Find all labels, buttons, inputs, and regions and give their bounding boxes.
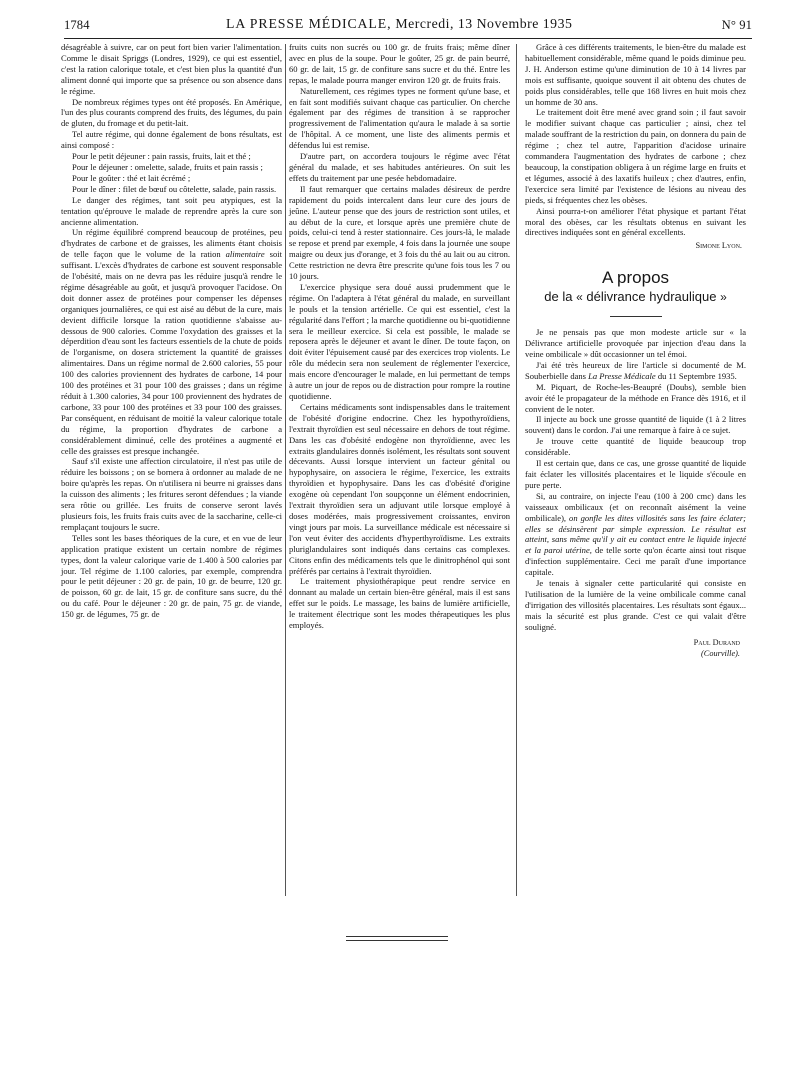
paragraph bbox=[525, 360, 746, 382]
paragraph: Certains médicaments sont indispensables dans le traitement de l'obésité d'origine endocrine. Chez les hypothyroïdiens, l'extrait thyroïdien est seul nécessaire en dehors de tout régime. Dans les cas d'obésité endogène non thyroïdienne, avec les extraits glandulaires donnés isolément, les résultats sont souvent décevants. Aussi lorsque intervient un facteur génital ou hypophysaire, on associera le régime, l'exercice, les extraits thyroïdien et hypophysaire. Dans les cas d'obésité d'origine exogène où cependant l'on soupçonne un élément endocrinien, l'extrait thyroïdien sera un adjuvant utile lorsque employé à doses modérées, mais progressivement croissantes, environ vingt jours par mois. La surveillance médicale est nécessaire si l'on veut éviter des accidents d'hyperthyroïdisme. Les extraits pluriglandulaires sont indiqués dans certains cas complexes. Citons enfin des médicaments tels que le dinitrophénol qui sont préférés par certains à l'extrait thyroïdien. bbox=[289, 401, 510, 576]
text-run: soit suffisant. L'excès d'hydrates de carbone est souvent responsable de l'obésité, mais on ne devra pas les réduire jusqu'à rendre le régime désagréable au goût, et jusqu'à provoquer l'acidose. On doit donner assez de protéines pour compenser les dépenses organiques journalières, ce qui est aisé au début de la cure, mais devient difficile lorsque la ration quotidienne s'abaisse au-dessous de 900 calories. Comme l'oxydation des graisses et la déperdition d'eau sont les facteurs essentiels de la chute de poids de l'organisme, on dosera strictement la quantité de graisses alimentaires. Dans un régime normal de 2.600 calories, 55 pour 100 des calories proviennent des hydrates de carbone, 14 pour 100 des protéines et 31 pour 100 des graisses ; dans un régime réduit à 1.300 calories, 34 pour 100 proviennent des hydrates de carbone, 33 pour 100 des protéines et 33 pour 100 des graisses. Par conséquent, en réduisant de moitié la valeur calorique totale du régime, la proportion d'hydrates de carbone a considérablement diminué, celle des protéines a augmenté et celle des graisses est presque inchangée. bbox=[61, 249, 282, 456]
column-right bbox=[525, 42, 746, 659]
text-run: , de telle sorte qu'on écarte ainsi tout risque d'infection supplémentaire. Ceci me paraît d'une importance capitale. bbox=[525, 545, 746, 578]
column-left bbox=[61, 42, 282, 620]
paragraph: L'exercice physique sera doué aussi prudemment que le régime. On l'adaptera à l'état général du malade, en surveillant le pouls et la tension artérielle. Ce qui est essentiel, c'est la régularité dans l'effort ; la marche quotidienne ou bi-quotidienne sera le meilleur exercice. Si cela est possible, le malade se reposera après le déjeuner et avant le dîner. De toute façon, on doit éviter l'épuisement causé par des exercices trop violents. Le rôle du médecin sera non seulement de réglementer l'exercice, mais encore d'encourager le malade, en lui permettant de temps à autre un jour de repos ou de distraction pour rompre la routine quotidienne. bbox=[289, 281, 510, 401]
bottom-rule bbox=[346, 940, 448, 941]
author-town: (Courville). bbox=[701, 648, 740, 658]
paragraph: Tel autre régime, qui donne également de bons résultats, est ainsi composé : bbox=[61, 129, 282, 151]
paragraph: Le danger des régimes, tant soit peu atypiques, est la tentation qu'éprouve le malade de reprendre après la cure son ancienne alimentation. bbox=[61, 194, 282, 227]
text-run: Si, au contraire, on injecte l'eau (100 à 200 cmc) dans les vaisseaux ombilicaux (et on reconnaît aisément la veine ombilicale), bbox=[525, 490, 746, 523]
text-run: du 11 Septembre 1935. bbox=[655, 370, 737, 381]
paragraph: Ainsi pourra-t-on améliorer l'état physique et partant l'état moral des obèses, car les résultats obtenus en suivant les directives indiquées sont en général excellents. bbox=[525, 205, 746, 238]
paragraph: De nombreux régimes types ont été proposés. En Amérique, l'un des plus courants comprend des fruits, des légumes, du pain de gluten, du fromage et du petit-lait. bbox=[61, 96, 282, 129]
column-divider-right bbox=[516, 44, 517, 896]
author-signature-block bbox=[525, 637, 746, 659]
title-text: délivrance hydraulique bbox=[582, 289, 721, 305]
article-title-line2 bbox=[525, 288, 746, 306]
paragraph: Pour le petit déjeuner : pain rassis, fruits, lait et thé ; bbox=[72, 151, 251, 162]
column-divider-left bbox=[285, 44, 286, 896]
paragraph: Telles sont les bases théoriques de la cure, et en vue de leur application pratique existent un certain nombre de régimes types, dont la valeur calorique varie de 1.400 à 500 calories par jour. Tel régime de 1.100 calories, par exemple, comprendra pour le petit déjeuner : 20 gr. de pain, 10 gr. de beurre, 120 gr. de poisson, 60 gr. de lait, 15 gr. de confiture sans sucre, du thé ou du café. Pour le déjeuner : 20 gr. de pain, 75 gr. de viande, 150 gr. de légumes, 75 gr. de bbox=[61, 532, 282, 620]
paragraph bbox=[525, 491, 746, 578]
paragraph: Je tenais à signaler cette particularité qui consiste en l'utilisation de la lumière de la veine ombilicale comme canal d'irrigation des villosités placentaires. Les résultats sont égaux... mais la sécurité est plus grande. C'est ce qui valait d'être souligné. bbox=[525, 578, 746, 632]
title-rule bbox=[610, 316, 662, 317]
author-name: Paul Durand bbox=[693, 637, 740, 647]
paragraph: fruits cuits non sucrés ou 100 gr. de fruits frais; même dîner avec en plus de la soupe. Pour le goûter, 25 gr. de pain beurré, 60 gr. de lait, 15 gr. de confiture sans sucre et du thé. Entre les repas, le malade pourra manger environ 120 gr. de fruits frais. bbox=[289, 42, 510, 85]
paragraph: Le traitement physiothérapique peut rendre service en donnant au malade un certain bien-être général, mais il est sans effet sur le poids. Le massage, les bains de lumière artificielle, le traitement électrique sont les modes thérapeutiques les plus employés. bbox=[289, 576, 510, 631]
text-run: Un régime équilibré comprend beaucoup de protéines, peu d'hydrates de carbone et de graisses, les aliments étant choisis de telle façon que le volume de la ration bbox=[61, 227, 282, 260]
page-number: 1784 bbox=[64, 18, 90, 32]
journal-header bbox=[226, 16, 572, 32]
emphasis: alimentaire bbox=[225, 249, 265, 260]
paragraph: Naturellement, ces régimes types ne forment qu'une base, et en fait sont modifiés suivant chaque cas particulier. On cherche également par des régimes de transition à se rapprocher progressivement de l'alimentation qu'aura le malade à sa sortie de l'hôpital. A ce moment, une liste des aliments permis et défendus lui est remise. bbox=[289, 85, 510, 151]
paragraph: Grâce à ces différents traitements, le bien-être du malade est habituellement considérable, même quand le poids diminue peu. J. H. Anderson estime qu'une diminution de 10 à 14 livres par mois est suffisante, quoique souvent il ait obtenu des chutes de poids plus considérables, telle que 168 livres en huit mois chez un homme de 30 ans. bbox=[525, 42, 746, 107]
quote-mark: « bbox=[576, 290, 583, 305]
column-middle bbox=[289, 42, 510, 631]
paragraph: Je trouve cette quantité de liquide beaucoup trop considérable. bbox=[525, 436, 746, 458]
paragraph: Je ne pensais pas que mon modeste article sur « la Délivrance artificielle provoquée par injection d'eau dans la veine ombilicale » dût occasionner un tel émoi. bbox=[525, 327, 746, 360]
journal-title: LA PRESSE MÉDICALE, bbox=[226, 16, 392, 31]
text-run: J'ai été très heureux de lire l'article si documenté de M. Souberbielle dans bbox=[525, 359, 746, 381]
issue-date: Mercredi, 13 Novembre 1935 bbox=[395, 16, 573, 31]
paragraph: Pour le goûter : thé et lait écrémé ; bbox=[72, 172, 191, 183]
emphasis: La Presse Médicale bbox=[588, 370, 656, 381]
emphasis: on gonfle les dites villosités sans les faire éclater; elles se désinsèrent par simple expression. Le résultat est atteint, sans même qu'il y ait eu contact entre le liquide injecté et la paroi utérine bbox=[525, 512, 746, 556]
paragraph: Pour le déjeuner : omelette, salade, fruits et pain rassis ; bbox=[72, 161, 263, 172]
paragraph: Pour le dîner : filet de bœuf ou côtelette, salade, pain rassis. bbox=[72, 183, 277, 194]
paragraph: D'autre part, on accordera toujours le régime avec l'état général du malade, et ses habitudes antérieures. On suit les effets du traitement par une pesée hebdomadaire. bbox=[289, 151, 510, 183]
article-title bbox=[525, 268, 746, 317]
article-title-line1: A propos bbox=[601, 268, 670, 288]
paragraph: Sauf s'il existe une affection circulatoire, il n'est pas utile de réduire les boissons ; on se bornera à ordonner au malade de ne boire qu'après les repas. On n'utilisera ni beurre ni graisses dans la cuisson des aliments ; les fritures seront défendues ; la viande sera rôtie ou grillée. Les fruits de conserve seront lavés plusieurs fois, les fruits frais cuits avec de la saccharine, celle-ci remplaçant toujours le sucre. bbox=[61, 456, 282, 532]
paragraph: Il injecte au bock une grosse quantité de liquide (1 à 2 litres souvent) dans le cordon. J'ai une remarque à faire à ce sujet. bbox=[525, 414, 746, 436]
title-text: de la bbox=[544, 289, 577, 305]
paragraph: Il est certain que, dans ce cas, une grosse quantité de liquide fait éclater les villosités placentaires et le liquide s'écoule en pure perte. bbox=[525, 458, 746, 490]
paragraph: Le traitement doit être mené avec grand soin ; il faut savoir le modifier suivant chaque cas particulier ; ainsi, chez tel malade souffrant de la restriction du pain, on donnera du pain de régime ; chez tel autre, l'apparition d'acidose urinaire commandera l'augmentation des hydrates de carbone ; chez beaucoup, la constipation obligera à un régime large en fruits et et légumes, associé à des laxatifs huileux ; chez d'autres, enfin, l'exercice sera limité par l'existence de lésions au niveau des pieds, si fréquentes chez les obèses. bbox=[525, 107, 746, 205]
paragraph: M. Piquart, de Roche-les-Beaupré (Doubs), semble bien avoir été le propagateur de la méthode en France dès 1916, et il convient de le noter. bbox=[525, 381, 746, 414]
paragraph bbox=[61, 227, 282, 456]
bottom-rule bbox=[346, 936, 448, 937]
paragraph: désagréable à suivre, car on peut fort bien varier l'alimentation. Comme le disait Spriggs (Londres, 1929), ce qui est essentiel, c'est la ration calorique totale, et c'est bien plus la quantité d'un aliment donné qui importe que sa présence ou son absence dans le régime. bbox=[61, 42, 282, 96]
page-header bbox=[64, 14, 752, 39]
author-signature: Simone Lyon. bbox=[695, 241, 742, 251]
issue-number: N° 91 bbox=[721, 18, 752, 32]
paragraph: Il faut remarquer que certains malades désireux de perdre rapidement du poids intercalent dans leur cure des jours de jeûne. L'auteur pense que des jours de restriction sont utiles, et au début de la cure, et lorsque après une première chute de poids, celui-ci tend à rester stationnaire. Ces jours-là, le malade se repose et prend par exemple, 4 fois dans la journée une soupe maigre ou deux jus d'orange, et 3 fois du thé au lait ou au citron. Cette restriction ne devra être prescrite qu'une fois tous les 7 ou 10 jours. bbox=[289, 183, 510, 282]
quote-mark: » bbox=[720, 290, 727, 305]
